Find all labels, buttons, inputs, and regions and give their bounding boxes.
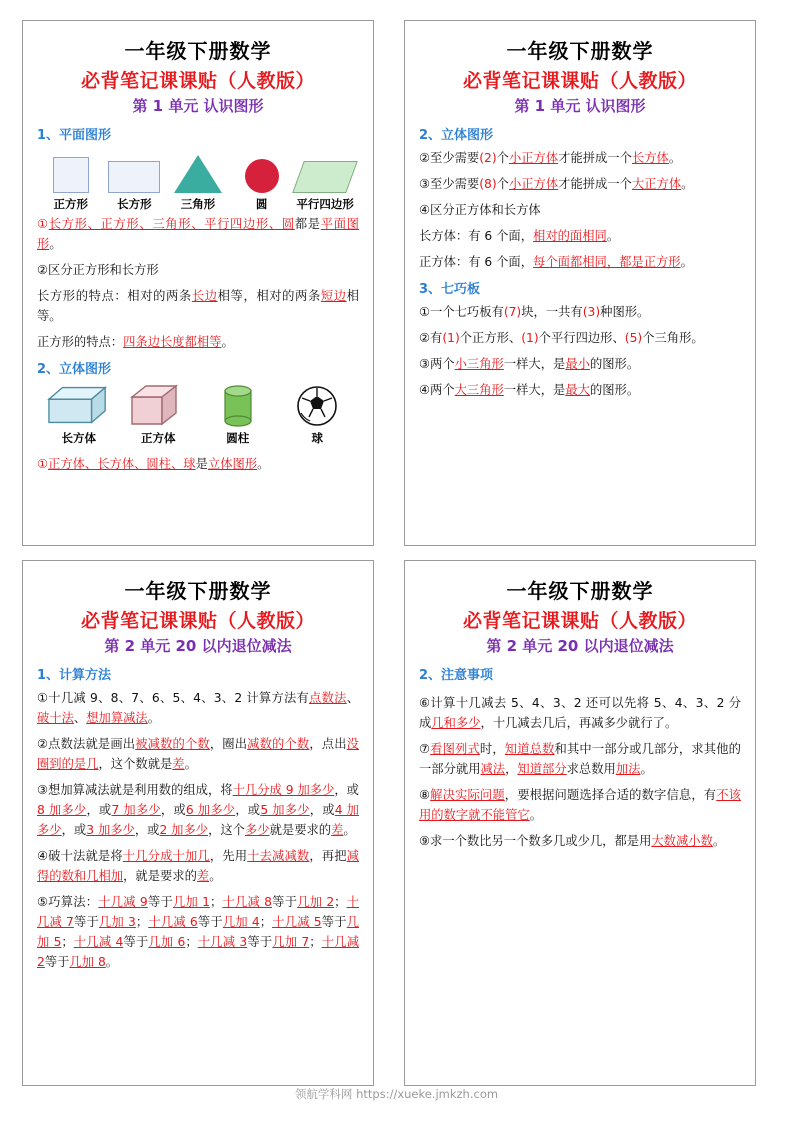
plain-text: ； — [135, 915, 149, 929]
unit-heading: 第 1 单元 认识图形 — [514, 97, 646, 115]
cylinder-shape — [206, 383, 270, 427]
note-paragraph-q4: ④区分正方体和长方体 — [419, 203, 541, 217]
cuboid-shape — [47, 383, 111, 427]
plain-text: 长方体：有 6 个面， — [419, 229, 534, 243]
highlight-text: 差 — [196, 869, 210, 883]
plain-text: 。 — [606, 229, 620, 243]
plain-text: 。 — [105, 955, 119, 969]
note-paragraph-q7 — [419, 739, 741, 779]
highlight-text: 最大 — [565, 383, 590, 397]
cube-icon — [130, 383, 186, 427]
plain-text: 、 — [346, 691, 359, 705]
highlight-text: 十几减 8 — [222, 895, 272, 909]
plain-text: 个正方形、 — [459, 331, 522, 345]
highlight-text: 十几减 9 — [98, 895, 148, 909]
plain-text: 个平行四边形、 — [538, 331, 625, 345]
plain-text: ，或 — [235, 803, 261, 817]
highlight-text: 立体图形 — [207, 457, 258, 471]
highlight-text: 看图列式 — [430, 742, 480, 756]
plain-text: ，或 — [309, 803, 335, 817]
shape-item — [285, 383, 349, 446]
plain-text: 个 — [496, 177, 509, 191]
note-paragraph-3 — [37, 286, 359, 326]
highlight-text: 十几分成 9 加多少 — [232, 783, 335, 797]
rectangle-shape — [103, 149, 167, 193]
plain-text: 正方体：有 6 个面， — [419, 255, 534, 269]
answer-number: (5) — [624, 331, 643, 345]
highlight-text: 加法 — [615, 762, 641, 776]
plain-text: 。 — [257, 457, 270, 471]
item-marker: ① — [37, 217, 49, 231]
plain-text: 。 — [147, 711, 161, 725]
plain-text: 才能拼成一个 — [558, 151, 632, 165]
plain-text: ； — [309, 935, 322, 949]
plain-text: 都是 — [294, 217, 321, 231]
note-card-unit1-page1 — [22, 20, 374, 546]
section-heading-solid-shapes: 2、立体图形 — [37, 362, 112, 377]
note-paragraph-q3 — [419, 174, 741, 194]
plain-text: ，点出 — [309, 737, 347, 751]
cuboid-icon — [47, 383, 111, 427]
note-paragraph-1 — [37, 214, 359, 254]
highlight-text: 十几分成十加几 — [122, 849, 210, 863]
triangle-shape — [166, 149, 230, 193]
plain-text: 。 — [640, 762, 653, 776]
unit-heading: 第 2 单元 20 以内退位减法 — [486, 637, 674, 655]
highlight-text: 正方体、长方体、圆柱、球 — [48, 457, 196, 471]
highlight-text: 解决实际问题 — [430, 788, 505, 802]
answer-number: (1) — [521, 331, 539, 345]
plain-text: ⑧ — [419, 788, 431, 802]
plain-text: ②至少需要 — [419, 151, 480, 165]
highlight-text: 破十法 — [37, 711, 74, 725]
plain-text: 个三角形。 — [642, 331, 704, 345]
highlight-text: 不该用的数字就不能管它 — [419, 788, 741, 822]
plain-text: ，或 — [134, 823, 160, 837]
highlight-text: 减数的个数 — [247, 737, 310, 751]
page-title: 一年级下册数学 — [124, 579, 272, 603]
section-heading-notes: 2、注意事项 — [419, 668, 494, 683]
highlight-text: 十几减 7 — [37, 895, 359, 929]
highlight-text: 没圈到的是几 — [37, 737, 359, 771]
highlight-text: 十几减 3 — [197, 935, 248, 949]
plain-text: 求总数用 — [566, 762, 616, 776]
note-paragraph-q4 — [37, 846, 359, 886]
cylinder-icon — [220, 383, 256, 427]
plain-text: 就是要求的 — [269, 823, 332, 837]
highlight-text: 差 — [331, 823, 344, 837]
highlight-text: 十几减 4 — [73, 935, 124, 949]
plain-text: 。 — [712, 834, 726, 848]
highlight-text: 知道总数 — [504, 742, 555, 756]
highlight-text: 几加 5 — [37, 915, 360, 949]
highlight-text: 减法 — [480, 762, 506, 776]
highlight-text: 几加 3 — [99, 915, 136, 929]
highlight-text: 四条边长度都相等 — [123, 335, 222, 349]
plain-text: 相等。 — [37, 289, 359, 323]
plain-text: 个 — [496, 151, 509, 165]
page-subtitle: 必背笔记课课贴（人教版） — [80, 610, 315, 632]
plain-text: ，十几减去几后，再减多少就行了。 — [480, 716, 678, 730]
plain-text: 等于 — [197, 915, 223, 929]
note-paragraph-q9 — [419, 831, 741, 851]
parallelogram-shape — [293, 149, 357, 193]
highlight-text: 8 加多少 — [37, 803, 87, 817]
highlight-text: 几加 1 — [173, 895, 210, 909]
plain-text: ②点数法就是画出 — [37, 737, 136, 751]
plain-text: ⑨求一个数比另一个数多几或少几，都是用 — [419, 834, 652, 848]
page-subtitle: 必背笔记课课贴（人教版） — [462, 610, 697, 632]
plain-text: 正方形的特点： — [37, 335, 124, 349]
section-heading-solid-shapes: 2、立体图形 — [419, 128, 494, 143]
plain-text: 的图形。 — [589, 383, 640, 397]
plain-text: 、 — [73, 711, 87, 725]
plain-text: ，要根据问题选择合适的数字信息，有 — [504, 788, 717, 802]
highlight-text: 被减数的个数 — [135, 737, 210, 751]
note-card-unit1-page2 — [404, 20, 756, 546]
plain-text: ⑦ — [419, 742, 431, 756]
note-paragraph-q7 — [419, 302, 741, 322]
highlight-text: 长方形、正方形、三角形、平行四边形、圆 — [48, 217, 295, 231]
highlight-text: 几加 8 — [69, 955, 106, 969]
highlight-text: 每个面都相同，都是正方形 — [533, 255, 681, 269]
note-paragraph-q9 — [419, 354, 741, 374]
plain-text: ④两个 — [419, 383, 455, 397]
shape-label: 三角形 — [180, 197, 216, 211]
answer-number: (8) — [479, 177, 497, 191]
solid-shapes-row — [39, 383, 357, 446]
soccer-ball-icon — [295, 383, 339, 427]
plain-text: 等于 — [147, 895, 173, 909]
highlight-text: 6 加多少 — [185, 803, 236, 817]
plain-text: 的图形。 — [589, 357, 640, 371]
highlight-text: 长边 — [191, 289, 218, 303]
answer-number: (1) — [442, 331, 460, 345]
plane-shapes-row — [39, 149, 357, 212]
highlight-text: 十几减 5 — [272, 915, 322, 929]
plain-text: 相等，相对的两条 — [217, 289, 321, 303]
highlight-text: 几和多少 — [431, 716, 481, 730]
plain-text: 长方形的特点：相对的两条 — [37, 289, 192, 303]
plain-text: 等于 — [271, 895, 298, 909]
plain-text: ，这个 — [208, 823, 245, 837]
note-paragraph-q6 — [419, 693, 741, 733]
note-card-unit2-page1 — [22, 560, 374, 1086]
highlight-text: 平面图形 — [37, 217, 359, 251]
plain-text: 等于 — [73, 915, 100, 929]
note-paragraph-q5 — [419, 226, 741, 246]
highlight-text: 4 加多少 — [37, 803, 359, 837]
answer-number: (2) — [479, 151, 497, 165]
plain-text: 等于 — [44, 955, 70, 969]
shape-item — [230, 149, 294, 212]
page-title: 一年级下册数学 — [124, 39, 272, 63]
shape-item — [166, 149, 230, 212]
item-marker: ① — [37, 457, 49, 471]
plain-text: 。 — [668, 151, 682, 165]
highlight-text: 小三角形 — [454, 357, 504, 371]
highlight-text: 多少 — [244, 823, 270, 837]
plain-text: ，或 — [61, 823, 87, 837]
plain-text: 等于 — [123, 935, 149, 949]
plain-text: 块，一共有 — [521, 305, 583, 319]
plain-text: ①十几减 9、8、7、6、5、4、3、2 计算方法有 — [37, 691, 310, 705]
note-paragraph-q2 — [419, 148, 741, 168]
note-paragraph-q6 — [419, 252, 741, 272]
plain-text: 。 — [209, 869, 222, 883]
highlight-text: 5 加多少 — [260, 803, 310, 817]
plain-text: ，先用 — [209, 849, 248, 863]
note-paragraph-2: ②区分正方形和长方形 — [37, 263, 159, 277]
plain-text: 等于 — [247, 935, 273, 949]
highlight-text: 几加 4 — [222, 915, 260, 929]
note-paragraph-q10 — [419, 380, 741, 400]
plain-text: 和其中一部分或几部分，求其他的一部分就用 — [419, 742, 741, 776]
shape-item — [103, 149, 167, 212]
shape-label: 球 — [311, 431, 323, 445]
shape-item — [47, 383, 111, 446]
shape-label: 圆 — [255, 197, 268, 211]
note-paragraph-5 — [37, 454, 359, 474]
plain-text: ； — [61, 935, 74, 949]
highlight-text: 大数减小数 — [651, 834, 713, 848]
shape-item — [126, 383, 190, 446]
highlight-text: 大正方体 — [631, 177, 682, 191]
highlight-text: 十去减减数 — [247, 849, 310, 863]
highlight-text: 3 加多少 — [86, 823, 135, 837]
square-shape — [39, 149, 103, 193]
plain-text: ，或 — [334, 783, 359, 797]
highlight-text: 差 — [172, 757, 185, 771]
plain-text: 。 — [529, 808, 542, 822]
note-paragraph-q8 — [419, 785, 741, 825]
plain-text: ，或 — [160, 803, 186, 817]
plain-text: ，这个数就是 — [98, 757, 173, 771]
note-card-unit2-page2 — [404, 560, 756, 1086]
plain-text: 。 — [681, 177, 694, 191]
plain-text: 。 — [343, 823, 356, 837]
shape-item — [39, 149, 103, 212]
note-paragraph-q3 — [37, 780, 359, 840]
highlight-text: 7 加多少 — [111, 803, 161, 817]
unit-heading: 第 2 单元 20 以内退位减法 — [104, 637, 292, 655]
highlight-text: 短边 — [320, 289, 347, 303]
sphere-shape — [285, 383, 349, 427]
page-title: 一年级下册数学 — [506, 39, 654, 63]
plain-text: ； — [185, 935, 198, 949]
highlight-text: 几加 2 — [297, 895, 335, 909]
shape-label: 长方形 — [117, 197, 152, 211]
section-heading-tangram: 3、七巧板 — [419, 282, 481, 297]
highlight-text: 2 加多少 — [159, 823, 209, 837]
highlight-text: 知道部分 — [517, 762, 567, 776]
page-title: 一年级下册数学 — [506, 579, 654, 603]
cube-shape — [126, 383, 190, 427]
plain-text: 一样大，是 — [503, 357, 566, 371]
plain-text: ⑥计算十几减去 5、4、3、2 还可以先将 5、4、3、2 分成 — [419, 696, 741, 730]
highlight-text: 小正方体 — [508, 151, 559, 165]
page-subtitle: 必背笔记课课贴（人教版） — [462, 70, 697, 92]
highlight-text: 想加算减法 — [86, 711, 148, 725]
unit-heading: 第 1 单元 认识图形 — [132, 97, 264, 115]
plain-text: ，圈出 — [209, 737, 248, 751]
watermark: 领航学科网 https://xueke.jmkzh.com — [294, 1087, 499, 1101]
highlight-text: 几加 6 — [148, 935, 186, 949]
highlight-text: 十几减 6 — [148, 915, 198, 929]
plain-text: 。 — [49, 237, 62, 251]
shape-label: 圆柱 — [226, 431, 250, 445]
plain-text: ③两个 — [419, 357, 455, 371]
plain-text: ③至少需要 — [419, 177, 480, 191]
plain-text: ②有 — [419, 331, 443, 345]
shape-item — [293, 149, 357, 212]
note-paragraph-q5 — [37, 892, 359, 972]
plain-text: ， — [505, 762, 518, 776]
shape-label: 正方体 — [141, 431, 176, 445]
note-paragraph-4 — [37, 332, 359, 352]
shape-label: 平行四边形 — [296, 197, 354, 211]
note-paragraph-q2 — [37, 734, 359, 774]
plain-text: 等于 — [321, 915, 347, 929]
shape-label: 长方体 — [61, 431, 96, 445]
circle-shape — [230, 149, 294, 193]
highlight-text: 点数法 — [309, 691, 347, 705]
plain-text: ； — [209, 895, 223, 909]
plain-text: ，或 — [86, 803, 112, 817]
plain-text: ⑤巧算法： — [37, 895, 99, 909]
section-heading-plane-shapes: 1、平面图形 — [37, 128, 112, 143]
plain-text: 一样大，是 — [503, 383, 566, 397]
plain-text: 。 — [184, 757, 197, 771]
note-paragraph-q1 — [37, 688, 359, 728]
plain-text: 。 — [680, 255, 693, 269]
plain-text: 时， — [479, 742, 505, 756]
plain-text: ，就是要求的 — [123, 869, 197, 883]
plain-text: ①一个七巧板有 — [419, 305, 504, 319]
answer-number: (7) — [503, 305, 522, 319]
plain-text: ； — [259, 915, 273, 929]
highlight-text: 大三角形 — [454, 383, 504, 397]
shape-item — [206, 383, 270, 446]
highlight-text: 长方体 — [631, 151, 669, 165]
plain-text: ④破十法就是将 — [37, 849, 123, 863]
section-heading-calc-methods: 1、计算方法 — [37, 668, 112, 683]
plain-text: ； — [334, 895, 347, 909]
shape-label: 正方形 — [53, 197, 89, 211]
highlight-text: 最小 — [565, 357, 590, 371]
plain-text: ，再把 — [309, 849, 347, 863]
highlight-text: 几加 7 — [272, 935, 310, 949]
plain-text: 才能拼成一个 — [558, 177, 632, 191]
page-subtitle: 必背笔记课课贴（人教版） — [80, 70, 315, 92]
plain-text: 。 — [221, 335, 234, 349]
plain-text: ③想加算减法就是利用数的组成，将 — [37, 783, 233, 797]
highlight-text: 十几减 2 — [37, 935, 360, 969]
highlight-text: 减得的数和几相加 — [37, 849, 359, 883]
plain-text: 种图形。 — [600, 305, 650, 319]
plain-text: 是 — [195, 457, 208, 471]
answer-number: (3) — [582, 305, 601, 319]
highlight-text: 小正方体 — [508, 177, 559, 191]
note-paragraph-q8 — [419, 328, 741, 348]
highlight-text: 相对的面相同 — [533, 229, 607, 243]
